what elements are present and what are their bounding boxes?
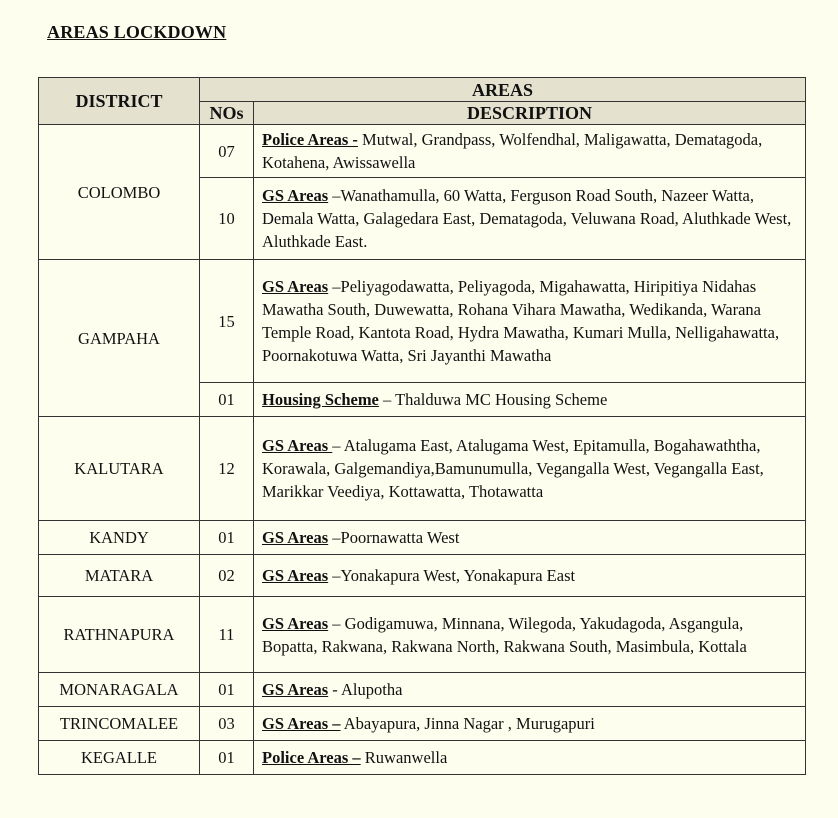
area-type-label: Housing Scheme — [262, 390, 379, 409]
description-cell — [254, 260, 806, 383]
table-row — [39, 417, 806, 521]
table-row — [39, 673, 806, 707]
nos-cell: 10 — [200, 178, 254, 260]
description-cell — [254, 555, 806, 597]
page-title: AREAS LOCKDOWN — [47, 22, 227, 42]
nos-cell: 12 — [200, 417, 254, 521]
district-cell: KEGALLE — [39, 741, 200, 775]
nos-cell: 01 — [200, 521, 254, 555]
area-type-label: GS Areas – — [262, 714, 341, 733]
description-cell — [254, 707, 806, 741]
areas-lockdown-table — [38, 77, 806, 775]
table-row — [39, 741, 806, 775]
area-list-text: – Thalduwa MC Housing Scheme — [378, 390, 608, 409]
nos-cell: 15 — [200, 260, 254, 383]
district-cell: MATARA — [39, 555, 200, 597]
area-type-label: GS Areas — [262, 566, 329, 585]
description-cell — [254, 673, 806, 707]
area-type-label: GS Areas — [262, 436, 333, 455]
nos-cell: 01 — [200, 741, 254, 775]
area-type-label: Police Areas - — [262, 130, 358, 149]
area-list-text: – Godigamuwa, Minnana, Wilegoda, Yakudagoda, Asgangula, Bopatta, Rakwana, Rakwana North, Rakwana South, Masimbula, Kottala — [262, 613, 747, 656]
table-row — [39, 597, 806, 673]
table-row — [39, 555, 806, 597]
table-row — [39, 707, 806, 741]
header-areas: AREAS — [200, 78, 806, 102]
description-cell — [254, 383, 806, 417]
header-district: DISTRICT — [39, 78, 200, 125]
nos-cell: 07 — [200, 125, 254, 178]
area-type-label: GS Areas — [262, 680, 329, 699]
area-list-text: Abayapura, Jinna Nagar , Murugapuri — [340, 714, 595, 733]
description-cell — [254, 741, 806, 775]
nos-cell: 01 — [200, 673, 254, 707]
area-list-text: –Yonakapura West, Yonakapura East — [328, 566, 576, 585]
district-cell: RATHNAPURA — [39, 597, 200, 673]
area-type-label: GS Areas — [262, 186, 329, 205]
district-cell: MONARAGALA — [39, 673, 200, 707]
description-cell — [254, 521, 806, 555]
nos-cell: 11 — [200, 597, 254, 673]
area-type-label: GS Areas — [262, 528, 329, 547]
table-row — [39, 125, 806, 178]
area-type-label: GS Areas — [262, 277, 329, 296]
table-row — [39, 260, 806, 383]
header-nos: NOs — [200, 102, 254, 125]
district-cell: COLOMBO — [39, 125, 200, 260]
nos-cell: 02 — [200, 555, 254, 597]
table-body — [39, 125, 806, 775]
district-cell: TRINCOMALEE — [39, 707, 200, 741]
description-cell — [254, 597, 806, 673]
description-cell — [254, 125, 806, 178]
area-list-text: Ruwanwella — [360, 748, 448, 767]
table-header — [39, 78, 806, 125]
area-list-text: –Poornawatta West — [328, 528, 460, 547]
area-list-text: – Atalugama East, Atalugama West, Epitamulla, Bogahawaththa, Korawala, Galgemandiya,Bamunumulla, Vegangalla West, Vegangalla East, Marikkar Veediya, Kottawatta, Thotawatta — [262, 436, 764, 501]
nos-cell: 03 — [200, 707, 254, 741]
nos-cell: 01 — [200, 383, 254, 417]
table-row — [39, 521, 806, 555]
district-cell: KANDY — [39, 521, 200, 555]
description-cell — [254, 417, 806, 521]
area-list-text: - Alupotha — [328, 680, 403, 699]
area-list-text: –Wanathamulla, 60 Watta, Ferguson Road South, Nazeer Watta, Demala Watta, Galagedara East, Dematagoda, Veluwana Road, Aluthkade West, Aluthkade East. — [262, 186, 792, 251]
description-cell — [254, 178, 806, 260]
area-type-label: GS Areas — [262, 613, 329, 633]
header-description: DESCRIPTION — [254, 102, 806, 125]
district-cell: GAMPAHA — [39, 260, 200, 417]
area-list-text: –Peliyagodawatta, Peliyagoda, Migahawatta, Hiripitiya Nidahas Mawatha South, Duwewatta, Rohana Vihara Mawatha, Wedikanda, Warana Temple Road, Kantota Road, Hydra Mawatha, Kumari Mulla, Nelligahawatta, Poornakotuwa Watta, Sri Jayanthi Mawatha — [262, 277, 780, 365]
area-list-text: Mutwal, Grandpass, Wolfendhal, Maligawatta, Dematagoda, Kotahena, Awissawella — [262, 130, 763, 172]
area-type-label: Police Areas – — [262, 748, 361, 767]
district-cell: KALUTARA — [39, 417, 200, 521]
